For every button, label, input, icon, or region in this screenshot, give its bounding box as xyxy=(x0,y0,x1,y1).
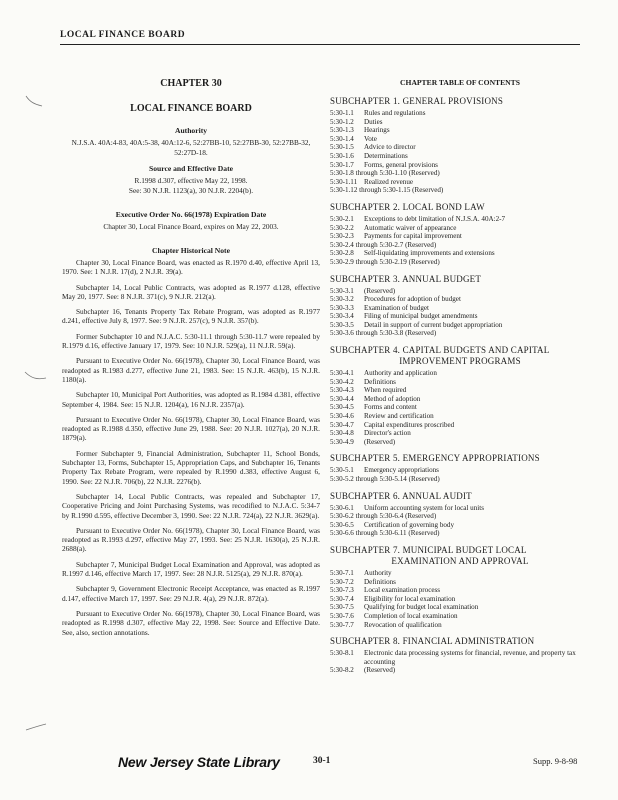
toc-entry xyxy=(330,321,590,330)
toc-section-title: Electronic data processing systems for financial, revenue, and property tax accounting xyxy=(364,649,576,666)
subchapter-heading-text: SUBCHAPTER 7. MUNICIPAL BUDGET LOCAL xyxy=(330,544,527,555)
toc-section-title: Forms, general provisions xyxy=(364,160,438,169)
toc-section-number: 5:30-7.4 xyxy=(330,594,354,603)
toc-section-title: Eligibility for local examination xyxy=(364,594,456,603)
toc-section-title: Revocation of qualification xyxy=(364,620,442,629)
toc-section-number: 5:30-1.3 xyxy=(330,126,354,135)
subchapter-heading xyxy=(330,96,590,107)
toc-entry xyxy=(330,429,590,438)
toc-entry xyxy=(330,395,590,404)
chapter-title: CHAPTER 30 xyxy=(160,78,222,89)
toc-section-title: Duties xyxy=(364,117,383,126)
toc-section-range: 5:30-3.6 through 5:30-3.8 (Reserved) xyxy=(330,329,437,338)
history-paragraph: Pursuant to Executive Order No. 66(1978), Chapter 30, Local Finance Board, was readopted as R.1993 d.297, effective May 27, 1993. See: 25 N.J.R. 1630(a), 25 N.J.R. 2688(a). xyxy=(62,525,320,554)
history-paragraph: Subchapter 7, Municipal Budget Local Examination and Approval, was adopted as R.1997 d.146, effective March 17, 1997. See: 28 N.J.R. 5125(a), 29 N.J.R. 870(a). xyxy=(62,559,320,579)
toc-section-range: 5:30-2.9 through 5:30-2.19 (Reserved) xyxy=(330,257,440,266)
toc-section-title: Local examination process xyxy=(364,586,441,595)
toc-section-list xyxy=(330,215,590,267)
toc-section-number: 5:30-5.1 xyxy=(330,466,354,475)
toc-section-title: (Reserved) xyxy=(364,666,396,675)
toc-section-title: (Reserved) xyxy=(364,437,396,446)
margin-scribble-mark xyxy=(24,718,48,738)
toc-entry xyxy=(330,241,590,250)
subchapter-heading-text: SUBCHAPTER 5. EMERGENCY APPROPRIATIONS xyxy=(330,453,540,464)
toc-section-title: Method of adoption xyxy=(364,394,421,403)
toc-section-number: 5:30-4.9 xyxy=(330,437,354,446)
toc-section-range: 5:30-6.6 through 5:30-6.11 (Reserved) xyxy=(330,529,440,538)
history-paragraph: Subchapter 14, Local Public Contracts, was adopted as R.1977 d.128, effective May 20, 1977. See: 8 N.J.R. 371(c), 9 N.J.R. 212(a). xyxy=(62,282,320,301)
toc-section-title: Review and certification xyxy=(364,412,434,421)
toc-section-list xyxy=(330,287,590,339)
toc-section-title: Authority and application xyxy=(364,369,437,378)
library-watermark: New Jersey State Library xyxy=(118,754,280,770)
toc-section-number: 5:30-4.7 xyxy=(330,420,354,429)
toc-entry xyxy=(330,649,590,666)
subchapter-heading xyxy=(330,274,590,285)
toc-entry xyxy=(330,421,590,430)
toc-entry xyxy=(330,378,590,387)
toc-section-number: 5:30-8.1 xyxy=(330,649,354,658)
subchapter-heading xyxy=(330,545,590,567)
toc-section-number: 5:30-8.2 xyxy=(330,666,354,675)
margin-scribble-mark xyxy=(24,366,48,386)
toc-entry xyxy=(330,595,590,604)
history-paragraph: Chapter 30, Local Finance Board, was enacted as R.1970 d.40, effective April 13, 1970. See: 1 N.J.R. 17(d), 2 N.J.R. 39(a). xyxy=(62,258,320,277)
toc-section-title: Rules and regulations xyxy=(364,109,426,117)
toc-section-number: 5:30-2.3 xyxy=(330,232,354,241)
subchapter-heading-text: SUBCHAPTER 6. ANNUAL AUDIT xyxy=(330,490,472,501)
toc-section-title: Examination of budget xyxy=(364,303,430,312)
toc-entry xyxy=(330,249,590,258)
toc-entry xyxy=(330,178,590,187)
toc-section-title: Exceptions to debt limitation of N.J.S.A. 40A:2-7 xyxy=(364,214,506,223)
subchapter-heading-text: SUBCHAPTER 8. FINANCIAL ADMINISTRATION xyxy=(330,636,535,647)
toc-section-range: 5:30-2.4 through 5:30-2.7 (Reserved) xyxy=(330,240,437,249)
history-heading: Chapter Historical Note xyxy=(152,246,230,255)
toc-entry xyxy=(330,126,590,135)
toc-entry xyxy=(330,569,590,578)
toc-section-number: 5:30-2.2 xyxy=(330,223,354,232)
toc-section-title: Determinations xyxy=(364,151,408,160)
toc-section-title: Detail in support of current budget appropriation xyxy=(364,320,503,329)
page-number: 30-1 xyxy=(313,756,331,766)
toc-section-number: 5:30-4.2 xyxy=(330,377,354,386)
toc-section-number: 5:30-1.2 xyxy=(330,117,354,126)
source-heading: Source and Effective Date xyxy=(148,164,233,173)
toc-entry xyxy=(330,152,590,161)
subchapter-heading-continuation: IMPROVEMENT PROGRAMS xyxy=(399,356,521,367)
toc-section-title: Capital expenditures proscribed xyxy=(364,420,455,429)
toc-section-number: 5:30-6.5 xyxy=(330,520,354,529)
toc-section-number: 5:30-3.4 xyxy=(330,312,354,321)
toc-section-number: 5:30-6.1 xyxy=(330,503,354,512)
subchapter-heading-text: SUBCHAPTER 4. CAPITAL BUDGETS AND CAPITAL xyxy=(330,345,550,356)
toc-section-list xyxy=(330,109,590,195)
toc-section-title: Completion of local examination xyxy=(364,611,458,620)
toc-section-number: 5:30-4.8 xyxy=(330,429,354,438)
toc-section-title: Hearings xyxy=(364,126,390,135)
toc-section-number: 5:30-1.11 xyxy=(330,177,358,186)
subchapter-heading-text: SUBCHAPTER 3. ANNUAL BUDGET xyxy=(330,273,482,284)
toc-section-title: Emergency appropriations xyxy=(364,466,439,475)
toc-section-title: Director's action xyxy=(364,429,411,438)
history-paragraph: Pursuant to Executive Order No. 66(1978), Chapter 30, Local Finance Board, was readopted as R.1983 d.277, effective June 21, 1983. See: 15 N.J.R. 463(b), 15 N.J.R. 1180(a). xyxy=(62,356,320,384)
toc-entry xyxy=(330,586,590,595)
toc-section-title: Filing of municipal budget amendments xyxy=(364,312,478,321)
toc-section-list xyxy=(330,649,590,675)
toc-entry xyxy=(330,475,590,484)
toc-section-title: Procedures for adoption of budget xyxy=(364,295,461,304)
toc-entry xyxy=(330,295,590,304)
running-head: LOCAL FINANCE BOARD xyxy=(60,30,186,40)
source-line: See: 30 N.J.R. 1123(a), 30 N.J.R. 2204(b). xyxy=(128,186,254,195)
subchapter-heading-text: SUBCHAPTER 2. LOCAL BOND LAW xyxy=(330,201,485,212)
toc-section-title: When required xyxy=(364,386,407,395)
toc-entry xyxy=(330,612,590,621)
toc-section-number: 5:30-3.2 xyxy=(330,295,354,304)
toc-section-number: 5:30-4.6 xyxy=(330,412,354,421)
toc-entry xyxy=(330,312,590,321)
toc-section-list xyxy=(330,466,590,483)
subchapter-heading-text: SUBCHAPTER 1. GENERAL PROVISIONS xyxy=(330,96,504,106)
toc-entry xyxy=(330,186,590,195)
authority-heading: Authority xyxy=(174,126,208,135)
toc-section-number: 5:30-7.2 xyxy=(330,577,354,586)
toc-section-number: 5:30-2.8 xyxy=(330,249,354,258)
toc-section-title: Definitions xyxy=(364,577,396,586)
toc-section-title: Uniform accounting system for local units xyxy=(364,503,484,512)
toc-entry xyxy=(330,512,590,521)
subchapter-heading-continuation: EXAMINATION AND APPROVAL xyxy=(391,555,529,566)
toc-entry xyxy=(330,369,590,378)
toc-section-title: Certification of governing body xyxy=(364,520,455,529)
left-column xyxy=(62,78,320,643)
source-text xyxy=(62,176,320,196)
toc-title: CHAPTER TABLE OF CONTENTS xyxy=(400,78,520,87)
toc-entry xyxy=(330,621,590,630)
toc-section-number: 5:30-1.1 xyxy=(330,109,354,117)
toc-entry xyxy=(330,329,590,338)
toc-entry xyxy=(330,412,590,421)
subchapter-heading xyxy=(330,491,590,502)
toc-entry xyxy=(330,529,590,538)
toc-section-title: Vote xyxy=(364,134,377,143)
toc-entry xyxy=(330,438,590,447)
toc-section-range: 5:30-6.2 through 5:30-6.4 (Reserved) xyxy=(330,512,437,521)
toc-section-number: 5:30-1.6 xyxy=(330,151,354,160)
toc-section-number: 5:30-7.6 xyxy=(330,611,354,620)
toc-section-number: 5:30-3.1 xyxy=(330,286,354,295)
toc-entry xyxy=(330,232,590,241)
toc-entry xyxy=(330,161,590,170)
toc-section-number: 5:30-3.3 xyxy=(330,303,354,312)
toc-section-number: 5:30-2.1 xyxy=(330,214,354,223)
subchapter-heading xyxy=(330,202,590,213)
toc-section-number: 5:30-1.7 xyxy=(330,160,354,169)
toc-entry xyxy=(330,258,590,267)
source-line: R.1998 d.307, effective May 22, 1998. xyxy=(134,176,248,185)
history-paragraph: Former Subchapter 9, Financial Administration, Subchapter 11, School Bonds, Subchapter 13, Forms, Subchapter 15, Appropriation Caps, and Subchapter 16, Tenants Property Tax Rebate Program, were repealed by R.1990 d.383, effective August 6, 1990. See: 22 N.J.R. 706(b), 22 N.J.R. 2276(b). xyxy=(62,448,320,486)
header-rule xyxy=(60,44,580,45)
toc-entry xyxy=(330,287,590,296)
history-paragraph: Pursuant to Executive Order No. 66(1978), Chapter 30, Local Finance Board, was readopted as R.1998 d.307, effective May 22, 1998. See: Source and Effective Date. See, also, section annotations. xyxy=(62,608,320,637)
toc-section-number: 5:30-1.5 xyxy=(330,143,354,152)
toc-entry xyxy=(330,215,590,224)
toc-section-number: 5:30-7.7 xyxy=(330,620,354,629)
history-paragraph: Subchapter 16, Tenants Property Tax Rebate Program, was adopted as R.1977 d.241, effective July 8, 1977. See: 9 N.J.R. 257(c), 9 N.J.R. 357(b). xyxy=(62,307,320,326)
toc-entry xyxy=(330,504,590,513)
history-paragraph: Subchapter 9, Government Electronic Receipt Acceptance, was enacted as R.1997 d.147, effective March 17, 1997. See: 29 N.J.R. 4(a), 29 N.J.R. 872(a). xyxy=(62,584,320,603)
toc-entry xyxy=(330,666,590,675)
toc-section-title: Self-liquidating improvements and extensions xyxy=(364,249,495,258)
toc-entry xyxy=(330,135,590,144)
toc-subchapters xyxy=(330,96,590,675)
toc-entry xyxy=(330,386,590,395)
toc-section-list xyxy=(330,569,590,629)
toc-section-title: Advice to director xyxy=(364,143,416,152)
toc-section-number: 5:30-4.3 xyxy=(330,386,354,395)
subchapter-heading xyxy=(330,636,590,647)
history-paragraph: Pursuant to Executive Order No. 66(1978), Chapter 30, Local Finance Board, was readopted as R.1988 d.350, effective June 29, 1988. See: 20 N.J.R. 1027(a), 20 N.J.R. 1879(a). xyxy=(62,414,320,443)
history-paragraph: Former Subchapter 10 and N.J.A.C. 5:30-11.1 through 5:30-11.7 were repealed by R.1979 d.16, effective January 17, 1979. See: 10 N.J.R. 529(a), 11 N.J.R. 59(a). xyxy=(62,331,320,351)
chapter-name: LOCAL FINANCE BOARD xyxy=(130,103,252,114)
toc-section-range: 5:30-1.12 through 5:30-1.15 (Reserved) xyxy=(330,186,444,195)
toc-entry xyxy=(330,304,590,313)
toc-entry xyxy=(330,403,590,412)
toc-section-number: 5:30-3.5 xyxy=(330,320,354,329)
toc-section-number: 5:30-4.1 xyxy=(330,369,354,378)
history-paragraph: Subchapter 10, Municipal Port Authorities, was adopted as R.1984 d.381, effective September 4, 1984. See: 15 N.J.R. 1204(a), 16 N.J.R. 2357(a). xyxy=(62,390,320,409)
toc-section-number: 5:30-4.4 xyxy=(330,394,354,403)
toc-section-number: 5:30-7.5 xyxy=(330,603,354,612)
supplement-date: Supp. 9-8-98 xyxy=(533,756,578,766)
history-notes xyxy=(62,258,320,637)
toc-entry xyxy=(330,143,590,152)
toc-section-list xyxy=(330,504,590,538)
expiration-heading: Executive Order No. 66(1978) Expiration Date xyxy=(115,210,267,219)
toc-section-title: Definitions xyxy=(364,377,396,386)
toc-entry xyxy=(330,521,590,530)
subchapter-heading xyxy=(330,453,590,464)
history-paragraph: Subchapter 14, Local Public Contracts, was repealed and Subchapter 17, Cooperative Pricing and Joint Purchasing Systems, was recodified to N.J.A.C. 5:34-7 by R.1990 d.595, effective December 3, 1990. See: 22 N.J.R. 724(a), 22 N.J.R. 3629(a). xyxy=(62,491,320,520)
toc-section-title: Forms and content xyxy=(364,403,417,412)
margin-scribble-mark xyxy=(24,92,48,112)
toc-entry xyxy=(330,169,590,178)
subchapter-heading xyxy=(330,345,590,367)
authority-text: N.J.S.A. 40A:4-83, 40A:5-38, 40A:12-6, 52:27BB-10, 52:27BB-30, 52:27BB-32, 52:27D-18. xyxy=(71,138,311,157)
toc-section-list xyxy=(330,369,590,446)
toc-entry xyxy=(330,466,590,475)
toc-section-title: Qualifying for budget local examination xyxy=(364,603,479,612)
toc-section-title: Payments for capital improvement xyxy=(364,232,462,241)
toc-section-range: 5:30-1.8 through 5:30-1.10 (Reserved) xyxy=(330,169,440,178)
toc-section-number: 5:30-7.1 xyxy=(330,568,354,577)
expiration-text: Chapter 30, Local Finance Board, expires on May 22, 2003. xyxy=(103,222,279,231)
toc-entry xyxy=(330,603,590,612)
toc-section-title: Authority xyxy=(364,568,392,577)
toc-entry xyxy=(330,118,590,127)
toc-section-number: 5:30-1.4 xyxy=(330,134,354,143)
toc-section-range: 5:30-5.2 through 5:30-5.14 (Reserved) xyxy=(330,475,440,483)
toc-section-title: (Reserved) xyxy=(364,286,396,295)
toc-section-number: 5:30-7.3 xyxy=(330,586,354,595)
toc-entry xyxy=(330,224,590,233)
toc-section-title: Automatic waiver of appearance xyxy=(364,223,457,232)
toc-section-title: Realized revenue xyxy=(364,177,414,186)
table-of-contents xyxy=(330,78,590,675)
toc-section-number: 5:30-4.5 xyxy=(330,403,354,412)
toc-entry xyxy=(330,578,590,587)
toc-entry xyxy=(330,109,590,118)
